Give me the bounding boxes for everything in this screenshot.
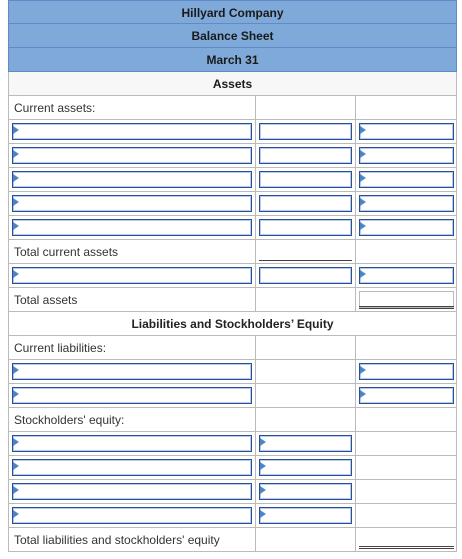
table-row xyxy=(8,264,457,288)
total-current-assets-label: Total current assets xyxy=(14,244,119,259)
dropdown-arrow-icon xyxy=(13,510,19,518)
dropdown-arrow-icon xyxy=(260,438,266,446)
asset-account-select-4[interactable] xyxy=(12,195,252,212)
stockholders-equity-row xyxy=(8,408,457,432)
dropdown-arrow-icon xyxy=(13,438,19,446)
asset-total-input-6[interactable] xyxy=(359,267,454,284)
company-name: Hillyard Company xyxy=(8,0,457,24)
liabilities-equity-title: Liabilities and Stockholders’ Equity xyxy=(8,312,457,336)
table-row xyxy=(8,504,457,528)
current-assets-label: Current assets: xyxy=(14,100,96,115)
asset-account-select-3[interactable] xyxy=(12,171,252,188)
dropdown-arrow-icon xyxy=(13,222,19,230)
equity-amount-input-3[interactable] xyxy=(259,483,352,500)
table-row xyxy=(8,144,457,168)
assets-title: Assets xyxy=(8,72,457,96)
asset-total-input-3[interactable] xyxy=(359,171,454,188)
dropdown-arrow-icon xyxy=(13,150,19,158)
asset-total-input-5[interactable] xyxy=(359,219,454,236)
asset-total-input-4[interactable] xyxy=(359,195,454,212)
statement-date: March 31 xyxy=(8,48,457,72)
dropdown-arrow-icon xyxy=(360,174,366,182)
equity-account-select-3[interactable] xyxy=(12,483,252,500)
dropdown-arrow-icon xyxy=(13,174,19,182)
dropdown-arrow-icon xyxy=(13,462,19,470)
liability-total-input-2[interactable] xyxy=(359,387,454,404)
current-liabilities-label: Current liabilities: xyxy=(14,340,107,355)
dropdown-arrow-icon xyxy=(260,510,266,518)
table-row xyxy=(8,456,457,480)
dropdown-arrow-icon xyxy=(13,390,19,398)
asset-amount-input-4[interactable] xyxy=(259,195,352,212)
balance-sheet xyxy=(8,0,457,552)
total-current-assets-row xyxy=(8,240,457,264)
dropdown-arrow-icon xyxy=(360,366,366,374)
dropdown-arrow-icon xyxy=(13,366,19,374)
liability-total-input-1[interactable] xyxy=(359,363,454,380)
total-assets-row xyxy=(8,288,457,312)
liability-account-select-2[interactable] xyxy=(12,387,252,404)
stockholders-equity-label: Stockholders' equity: xyxy=(14,412,125,427)
table-row xyxy=(8,192,457,216)
asset-amount-input-6[interactable] xyxy=(259,267,352,284)
asset-total-input-2[interactable] xyxy=(359,147,454,164)
equity-account-select-4[interactable] xyxy=(12,507,252,524)
table-row xyxy=(8,216,457,240)
current-assets-row xyxy=(8,96,457,120)
dropdown-arrow-icon xyxy=(360,390,366,398)
dropdown-arrow-icon xyxy=(360,150,366,158)
table-row xyxy=(8,480,457,504)
equity-account-select-1[interactable] xyxy=(12,435,252,452)
table-row xyxy=(8,384,457,408)
table-row xyxy=(8,432,457,456)
dropdown-arrow-icon xyxy=(360,270,366,278)
dropdown-arrow-icon xyxy=(13,270,19,278)
dropdown-arrow-icon xyxy=(13,126,19,134)
liability-account-select-1[interactable] xyxy=(12,363,252,380)
asset-amount-input-1[interactable] xyxy=(259,123,352,140)
asset-amount-input-2[interactable] xyxy=(259,147,352,164)
statement-title: Balance Sheet xyxy=(8,24,457,48)
dropdown-arrow-icon xyxy=(13,486,19,494)
dropdown-arrow-icon xyxy=(13,198,19,206)
asset-account-select-2[interactable] xyxy=(12,147,252,164)
current-liabilities-row xyxy=(8,336,457,360)
dropdown-arrow-icon xyxy=(260,486,266,494)
total-liabilities-equity-row xyxy=(8,528,457,552)
dropdown-arrow-icon xyxy=(360,198,366,206)
table-row xyxy=(8,168,457,192)
equity-account-select-2[interactable] xyxy=(12,459,252,476)
equity-amount-input-4[interactable] xyxy=(259,507,352,524)
table-row xyxy=(8,120,457,144)
asset-account-select-1[interactable] xyxy=(12,123,252,140)
equity-amount-input-1[interactable] xyxy=(259,435,352,452)
equity-amount-input-2[interactable] xyxy=(259,459,352,476)
dropdown-arrow-icon xyxy=(360,126,366,134)
table-row xyxy=(8,360,457,384)
asset-amount-input-3[interactable] xyxy=(259,171,352,188)
asset-amount-input-5[interactable] xyxy=(259,219,352,236)
total-assets-label: Total assets xyxy=(14,292,78,307)
asset-account-select-5[interactable] xyxy=(12,219,252,236)
asset-account-select-6[interactable] xyxy=(12,267,252,284)
dropdown-arrow-icon xyxy=(360,222,366,230)
total-liabilities-equity-label: Total liabilities and stockholders' equity xyxy=(14,532,220,547)
asset-total-input-1[interactable] xyxy=(359,123,454,140)
dropdown-arrow-icon xyxy=(260,462,266,470)
